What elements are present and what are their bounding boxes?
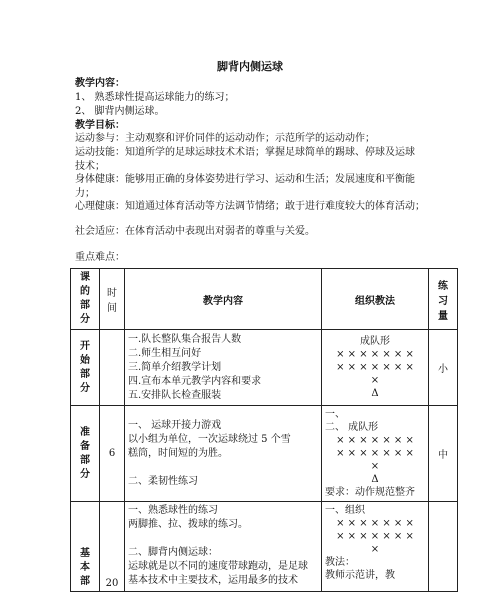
cell-text-line: × × × × × × × — [336, 435, 414, 446]
row-content — [125, 330, 322, 406]
cell-text-line: 教法： — [325, 557, 355, 568]
cell-text-line: 三.简单介绍教学计划 — [128, 361, 222, 373]
row-amount: 中 — [429, 406, 458, 502]
cell-text-line: 部 — [80, 300, 90, 311]
body-text-line: 心理健康：知道通过体育活动等方法调节情绪；敢于进行难度较大的体育活动； — [75, 201, 425, 212]
cell-text-line: 分 — [80, 382, 90, 394]
cell-text-line: 备 — [80, 440, 90, 452]
table-header-row — [71, 269, 458, 330]
cell-text-line: × — [370, 544, 380, 555]
header-content: 教学内容 — [125, 269, 322, 330]
cell-text-line: 时 — [107, 288, 117, 299]
header-time — [100, 269, 125, 330]
row-organization — [322, 330, 429, 406]
cell-text-line: 始 — [80, 354, 90, 366]
cell-text-line: × × × × × × × — [336, 362, 414, 373]
cell-text-line: 练 — [438, 280, 448, 292]
cell-text-line: 要求：动作规范整齐 — [325, 487, 415, 498]
cell-text-line: 准 — [80, 426, 90, 438]
cell-text-line: 糕筒，时间短的为胜。 — [128, 447, 228, 459]
body-text-line: 身体健康：能够用正确的身体姿势进行学习、运动和生活；发展速度和平衡能 — [75, 174, 415, 185]
cell-text-line: 习 — [438, 295, 448, 307]
cell-text-line: 两脚推、拉、拨球的练习。 — [128, 519, 248, 530]
lesson-plan-table — [70, 268, 458, 592]
cell-text-line: × × × × × × × — [336, 349, 414, 360]
cell-text-line: 基本技术中主要技术，运用最多的技术 — [128, 575, 298, 586]
cell-text-line: 课 — [80, 272, 90, 283]
cell-text-line: 二.师生相互问好 — [128, 347, 202, 359]
body-text-line: 力； — [75, 188, 95, 199]
row-amount: 小 — [429, 330, 458, 406]
cell-text-line: 分 — [80, 468, 90, 480]
cell-text-line — [128, 532, 318, 546]
header-amount — [429, 269, 458, 330]
cell-text-line: 部 — [80, 368, 90, 380]
cell-text-line: Δ — [371, 388, 379, 399]
cell-text-line: × × × × × × × — [336, 531, 414, 542]
cell-text-line: 二、脚背内侧运球： — [128, 547, 218, 558]
cell-text-line: 一、组织 — [325, 505, 365, 516]
row-content — [125, 502, 322, 592]
row-time: 20 — [100, 502, 125, 592]
cell-text-line: 以小组为单位，一次运球绕过 5 个雪 — [128, 433, 291, 445]
cell-text-line: 的 — [80, 286, 90, 297]
cell-text-line: 一、熟悉球性的练习 — [128, 505, 218, 516]
row-organization — [322, 406, 429, 502]
cell-text-line: 量 — [438, 310, 448, 322]
row-content — [125, 406, 322, 502]
document-title: 脚背内侧运球 — [217, 60, 283, 73]
row-organization — [322, 502, 429, 592]
cell-text-line — [128, 461, 318, 475]
cell-text-line: 一.队长整队集合报告人数 — [128, 333, 242, 345]
cell-text-line: 一、 — [325, 409, 345, 420]
table-row — [71, 406, 458, 502]
table-row — [71, 330, 458, 406]
section-heading: 教学内容： — [75, 78, 125, 89]
cell-text-line: 教师示范讲，教 — [325, 570, 395, 581]
row-time — [100, 330, 125, 406]
cell-text-line: 间 — [107, 303, 117, 314]
cell-text-line: 二、 成队形 — [325, 422, 379, 433]
cell-text-line: 四.宣布本单元教学内容和要求 — [128, 375, 262, 387]
row-part — [71, 330, 100, 406]
cell-text-line: 部 — [80, 576, 90, 587]
row-part — [71, 502, 100, 592]
body-text-line: 社会适应：在体育活动中表现出对弱者的尊重与关爱。 — [75, 226, 315, 237]
header-organization: 组织教法 — [322, 269, 429, 330]
cell-text-line: 五.安排队长检查服装 — [128, 389, 222, 401]
cell-text-line: 一、 运球开接力游戏 — [128, 419, 222, 431]
cell-text-line: Δ — [371, 474, 379, 485]
cell-text-line: 成队形 — [360, 336, 390, 347]
body-text-line: 1、 熟悉球性提高运球能力的练习； — [75, 92, 235, 103]
cell-text-line: 部 — [80, 454, 90, 466]
header-part — [71, 269, 100, 330]
cell-text-line: 开 — [80, 340, 90, 352]
cell-text-line: × × × × × × × — [336, 518, 414, 529]
cell-text-line: 基 — [80, 548, 90, 559]
row-part — [71, 406, 100, 502]
cell-text-line: 运球就是以不同的速度带球跑动，是足球 — [128, 561, 308, 572]
row-time: 6 — [100, 406, 125, 502]
cell-text-line: 二、柔韧性练习 — [128, 475, 198, 487]
body-text-line: 技术； — [75, 161, 105, 172]
body-text-line: 2、 脚背内侧运球。 — [75, 106, 165, 117]
body-text-line: 运动技能：知道所学的足球运球技术术语；掌握足球简单的踢球、停球及运球 — [75, 147, 415, 158]
body-text-line: 运动参与：主动观察和评价同伴的运动动作；示范所学的运动动作； — [75, 133, 375, 144]
cell-text-line: 分 — [80, 314, 90, 325]
cell-text-line: × — [370, 375, 380, 386]
cell-text-line: × — [370, 461, 380, 472]
section-heading: 教学目标： — [75, 120, 125, 131]
cell-text-line: 本 — [80, 562, 90, 573]
table-row — [71, 502, 458, 592]
cell-text-line: × × × × × × × — [336, 448, 414, 459]
body-text-line: 重点难点： — [75, 252, 125, 263]
row-amount — [429, 502, 458, 592]
